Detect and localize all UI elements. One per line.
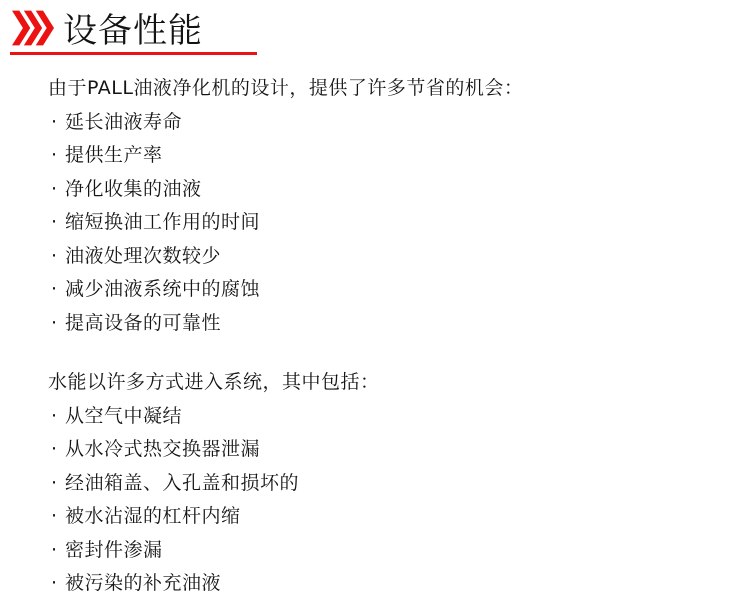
bullet-dot: · <box>51 404 58 427</box>
bullet-dot: · <box>51 211 58 233</box>
list-item-label: 从水冷式热交换器泄漏 <box>65 438 261 460</box>
list-item <box>48 206 708 240</box>
bullet-dot: · <box>51 572 58 594</box>
list-item-label: 减少油液系统中的腐蚀 <box>65 278 261 300</box>
list-item <box>48 273 708 307</box>
slide-header <box>0 0 750 60</box>
bullet-dot: · <box>51 505 58 527</box>
section-intro: 由于PALL油液净化机的设计，提供了许多节省的机会： <box>48 77 524 99</box>
list-item <box>48 139 708 173</box>
list-item-label: 提供生产率 <box>65 144 163 166</box>
bullet-dot: · <box>51 471 58 494</box>
list-item <box>48 307 708 341</box>
bullet-dot: · <box>51 538 58 561</box>
list-item <box>48 106 708 140</box>
slide-content <box>48 72 708 601</box>
list-item <box>48 467 708 501</box>
bullet-dot: · <box>51 244 58 267</box>
list-item-label: 提高设备的可靠性 <box>65 311 222 334</box>
list-item-label: 密封件渗漏 <box>65 538 163 561</box>
section-intro: 水能以许多方式进入系统，其中包括： <box>48 371 380 393</box>
list-item <box>48 500 708 534</box>
list-item-label: 净化收集的油液 <box>65 177 202 200</box>
section-water-ingress <box>48 366 708 601</box>
list-item <box>48 534 708 568</box>
list-item <box>48 173 708 207</box>
list-item-label: 经油箱盖、入孔盖和损坏的 <box>65 471 300 494</box>
bullet-dot: · <box>51 278 58 300</box>
section-benefits <box>48 72 708 340</box>
list-item <box>48 567 708 601</box>
water-ingress-list <box>48 400 708 601</box>
benefits-list <box>48 106 708 341</box>
bullet-dot: · <box>51 144 58 166</box>
triple-chevron-right-icon <box>12 9 54 47</box>
list-item-label: 延长油液寿命 <box>65 110 183 133</box>
list-item <box>48 240 708 274</box>
list-item-label: 被水沾湿的杠杆内缩 <box>65 505 241 527</box>
list-item-label: 被污染的补充油液 <box>65 572 222 594</box>
bullet-dot: · <box>51 110 58 133</box>
list-item-label: 油液处理次数较少 <box>65 244 222 267</box>
list-item <box>48 400 708 434</box>
list-item <box>48 433 708 467</box>
bullet-dot: · <box>51 438 58 460</box>
list-item-label: 从空气中凝结 <box>65 404 183 427</box>
page-title: 设备性能 <box>63 11 203 51</box>
title-underline <box>10 52 257 55</box>
bullet-dot: · <box>51 177 58 200</box>
list-item-label: 缩短换油工作用的时间 <box>65 211 261 233</box>
bullet-dot: · <box>51 311 58 334</box>
